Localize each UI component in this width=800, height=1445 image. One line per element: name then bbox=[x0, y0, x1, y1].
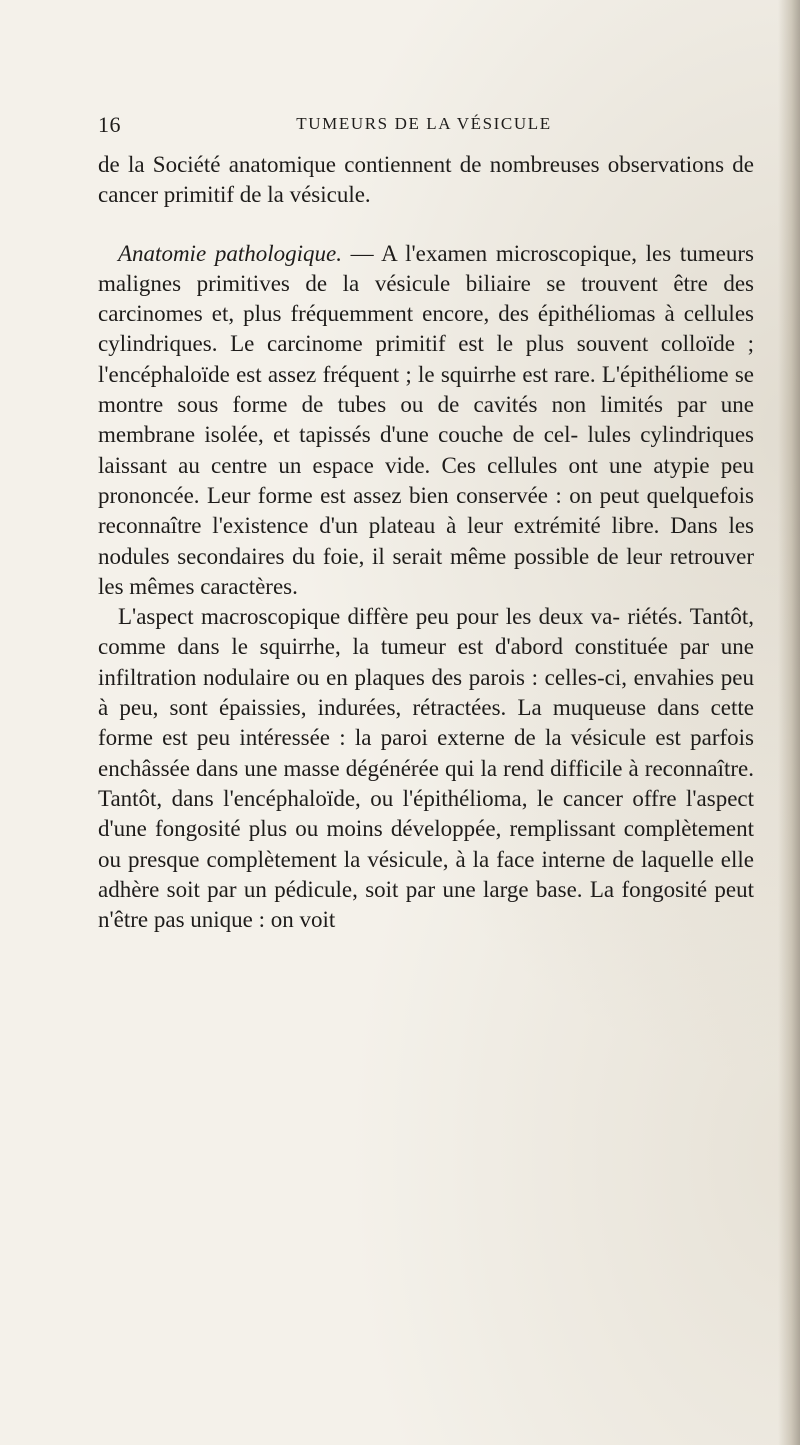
body-text bbox=[98, 150, 754, 935]
paragraph-text: de la Société anatomique contiennent de nombreuses observations de cancer primitif de la vésicule. bbox=[98, 152, 754, 208]
page-edge-shadow bbox=[778, 0, 800, 1445]
section-heading-italic: Anatomie pathologique. bbox=[118, 240, 342, 266]
paragraph-text: — A l'examen microscopique, les tumeurs malignes primitives de la vésicule biliaire se trouvent être des carcinomes et, plus fréquemment encore, des épithéliomas à cellules cylindriques. Le carcinome primitif est le plus souvent colloïde ; l'encéphaloïde est assez fréquent ; le squirrhe est rare. L'épithéliome se montre sous forme de tubes ou de cavités non limités par une membrane isolée, et tapissés d'une couche de cel- lules cylindriques laissant au centre un espace vide. Ces cellules ont une atypie peu prononcée. Leur forme est assez bien conservée : on peut quelquefois reconnaître l'existence d'un plateau à leur extrémité libre. Dans les nodules secondaires du foie, il serait même possible de leur retrouver les mêmes caractères. bbox=[98, 240, 754, 599]
page-header bbox=[98, 112, 750, 140]
page-number: 16 bbox=[98, 112, 121, 137]
paragraph-continuation bbox=[98, 150, 754, 211]
paragraph-aspect bbox=[98, 602, 754, 935]
paragraph-anatomie bbox=[98, 239, 754, 603]
paragraph-text: L'aspect macroscopique diffère peu pour les deux va- riétés. Tantôt, comme dans le squirrhe, la tumeur est d'abord constituée par une infiltration nodulaire ou en plaques des parois : celles-ci, envahies peu à peu, sont épaissies, indurées, rétractées. La muqueuse dans cette forme est peu intéressée : la paroi externe de la vésicule est parfois enchâssée dans une masse dégénérée qui la rend difficile à reconnaître. Tantôt, dans l'encéphaloïde, ou l'épithélioma, le cancer offre l'aspect d'une fongosité plus ou moins développée, remplissant complètement ou presque complètement la vésicule, à la face interne de laquelle elle adhère soit par un pédicule, soit par une large base. La fongosité peut n'être pas unique : on voit bbox=[98, 604, 754, 933]
running-title: TUMEURS DE LA VÉSICULE bbox=[296, 114, 552, 133]
